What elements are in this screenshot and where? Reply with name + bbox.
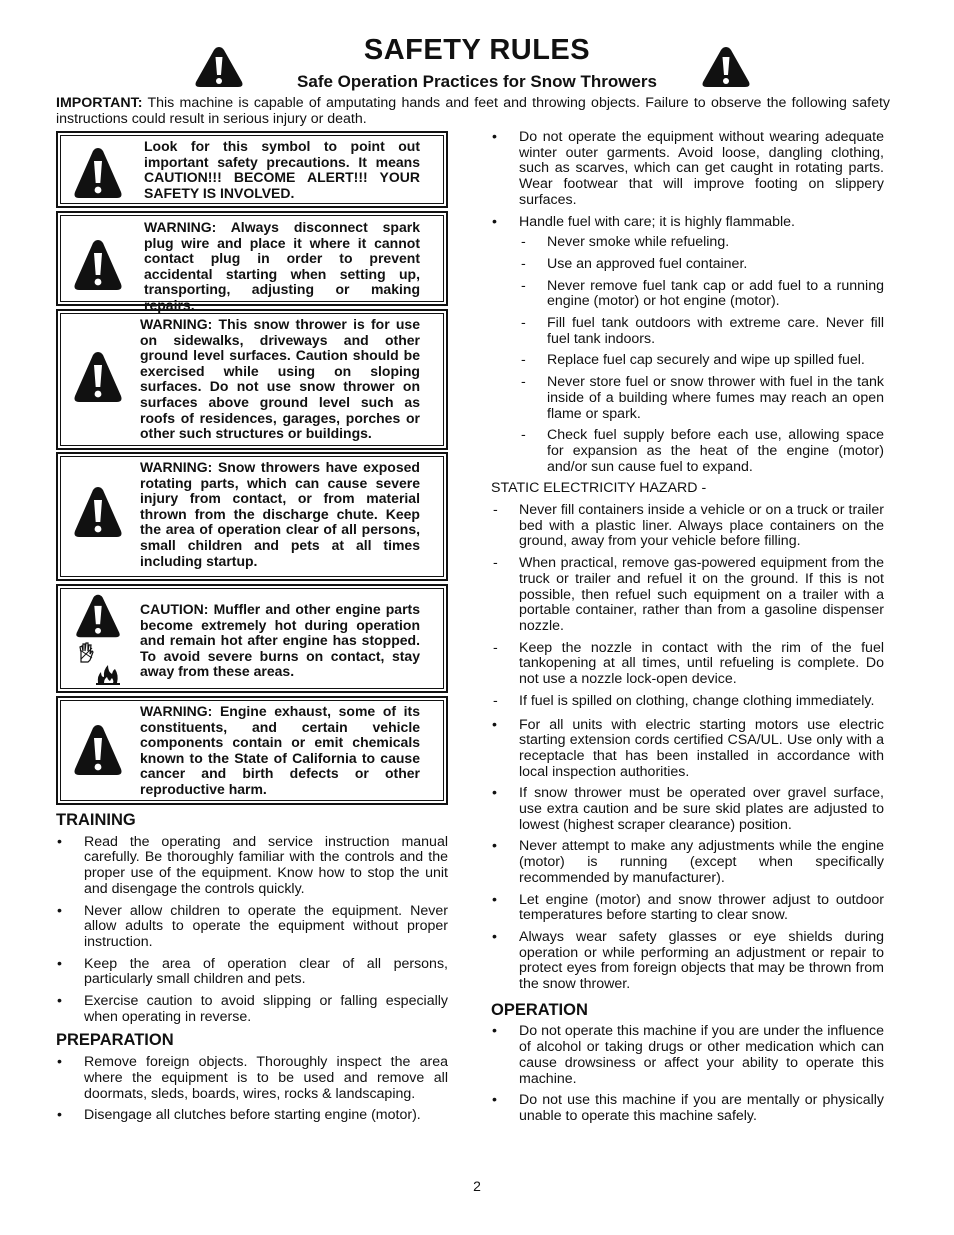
warning-box-rotating-parts [56, 452, 448, 581]
warning-triangle-icon [72, 722, 124, 778]
list-item: - Replace fuel cap securely and wipe up spilled fuel. [519, 353, 884, 369]
warning-box-spark-plug [56, 211, 448, 313]
list-item: • Do not operate this machine if you are under the influence of alcohol or taking drugs or other medication which can cause drowsiness or affect your ability to operate this machine. [491, 1024, 884, 1087]
fuel-intro: Handle fuel with care; it is highly flammable. [519, 213, 795, 230]
warning-text: WARNING: Engine exhaust, some of its constituents, and certain vehicle components contain or emit chemicals known to the State of California to cause cancer and birth defects or other reproductive harm. [140, 703, 420, 797]
static-heading: STATIC ELECTRICITY HAZARD - [491, 480, 707, 497]
training-heading: TRAINING [56, 811, 136, 829]
list-item: • Disengage all clutches before starting engine (motor). [56, 1108, 448, 1124]
important-notice [56, 95, 890, 127]
list-item: - Check fuel supply before each use, allowing space for expansion as the heat of the engine (motor) and/or sun cause fuel to expand. [519, 428, 884, 475]
warning-triangle-icon [74, 592, 122, 640]
right-column [491, 130, 884, 1131]
list-item: - Never fill containers inside a vehicle or on a truck or trailer bed with a plastic liner. Always place containers on the ground, away from your vehicle before filling. [491, 503, 884, 550]
warning-triangle-icon [72, 349, 124, 405]
warning-text: WARNING: Snow throwers have exposed rotating parts, which can cause severe injury from contact, or from material thrown from the discharge chute. Keep the area of operation clear of all persons, small children and pets at all times including startup. [140, 459, 420, 569]
important-text: This machine is capable of amputating hands and feet and throwing objects. Failure to observe the following safety instructions could result in serious injury or death. [56, 95, 891, 127]
list-item: • Never attempt to make any adjustments while the engine (motor) is running (except when specifically recommended by manufacturer). [491, 839, 884, 886]
warning-triangle-icon [72, 145, 124, 201]
list-item: • Exercise caution to avoid slipping or falling especially when operating in reverse. [56, 994, 448, 1025]
static-list [491, 503, 884, 709]
list-item: • Never allow children to operate the equipment. Never allow adults to operate the equipment without proper instruction. [56, 904, 448, 951]
operation-heading: OPERATION [491, 1000, 588, 1019]
list-item: - Never remove fuel tank cap or add fuel to a running engine (motor) or hot engine (motor). [519, 279, 884, 310]
operation-list [491, 1024, 884, 1124]
list-item: • For all units with electric starting motors use electric starting extension cords certified CSA/UL. Use only with a receptacle that has been installed in accordance with local inspection authorities. [491, 718, 884, 781]
warning-text: WARNING: Always disconnect spark plug wire and place it where it cannot contact plug in order to prevent accidental starting when setting up, transporting, adjusting or making repairs. [144, 219, 420, 313]
page-subtitle: Safe Operation Practices for Snow Throwers [297, 72, 657, 91]
list-item: • Keep the area of operation clear of all persons, particularly small children and pets. [56, 957, 448, 988]
list-item: • Do not operate the equipment without wearing adequate winter outer garments. Avoid loose, dangling clothing, such as scarves, which can get caught in rotating parts. Wear footwear that will improve footing on slippery surfaces. [491, 130, 884, 209]
rules-list [491, 130, 884, 475]
warning-box-surfaces [56, 309, 448, 450]
warning-text: Look for this symbol to point out important safety precautions. It means CAUTION!!! BECOME ALERT!!! YOUR SAFETY IS INVOLVED. [144, 138, 420, 201]
page-number: 2 [473, 1178, 481, 1194]
list-item: - Never store fuel or snow thrower with fuel in the tank inside of a building where fumes may reach an open flame or spark. [519, 375, 884, 422]
list-item: • Let engine (motor) and snow thrower adjust to outdoor temperatures before starting to clear snow. [491, 893, 884, 924]
warning-box-symbol [56, 131, 448, 208]
fuel-list [519, 235, 884, 475]
training-list [56, 835, 448, 1026]
list-item [491, 215, 884, 476]
page-title: SAFETY RULES [363, 34, 591, 66]
list-item: • Do not use this machine if you are mentally or physically unable to operate this machine safely. [491, 1093, 884, 1124]
warning-text: WARNING: This snow thrower is for use on sidewalks, driveways and other ground level surfaces. Caution should be exercised while using on sloping surfaces. Do not use snow thrower on surfaces above ground level such as roofs of residences, garages, porches or other such structures or buildings. [140, 316, 420, 442]
warning-triangle-icon [72, 484, 124, 540]
caution-box-muffler [56, 584, 448, 693]
flame-icon [94, 662, 122, 686]
list-item: - If fuel is spilled on clothing, change clothing immediately. [491, 694, 884, 710]
list-item: - When practical, remove gas-powered equipment from the truck or trailer and refuel it on the ground. If this is not possible, then refuel such equipment on a trailer with a portable container, rather than from a gasoline dispenser nozzle. [491, 556, 884, 635]
caution-text: CAUTION: Muffler and other engine parts become extremely hot during operation and remain hot after engine has stopped. To avoid severe burns on contact, stay away from these areas. [140, 601, 420, 680]
list-item: • Always wear safety glasses or eye shields during operation or while performing an adjustment or repair to protect eyes from foreign objects that may be thrown from the snow thrower. [491, 930, 884, 993]
preparation-list [56, 1055, 448, 1124]
warning-box-california [56, 696, 448, 805]
list-item: • Read the operating and service instruction manual carefully. Be thoroughly familiar with the controls and the proper use of the equipment. Know how to stop the unit and disengage the controls quickly. [56, 835, 448, 898]
preparation-heading: PREPARATION [56, 1031, 174, 1050]
more-rules-list [491, 718, 884, 993]
list-item: • Remove foreign objects. Thoroughly inspect the area where the equipment is to be used and remove all doormats, sleds, boards, wires, rocks & landscaping. [56, 1055, 448, 1102]
hot-hand-icon [78, 642, 94, 664]
list-item: - Keep the nozzle in contact with the rim of the fuel tankopening at all times, until refueling is complete. Do not use a nozzle lock-open device. [491, 641, 884, 688]
left-column [56, 813, 448, 1130]
list-item: - Fill fuel tank outdoors with extreme care. Never fill fuel tank indoors. [519, 316, 884, 347]
list-item: - Never smoke while refueling. [519, 235, 884, 251]
important-label: IMPORTANT: [56, 95, 143, 111]
list-item: - Use an approved fuel container. [519, 257, 884, 273]
list-item: • If snow thrower must be operated over gravel surface, use extra caution and be sure skid plates are adjusted to lowest (highest scraper clearance) position. [491, 786, 884, 833]
warning-triangle-icon [72, 237, 124, 293]
